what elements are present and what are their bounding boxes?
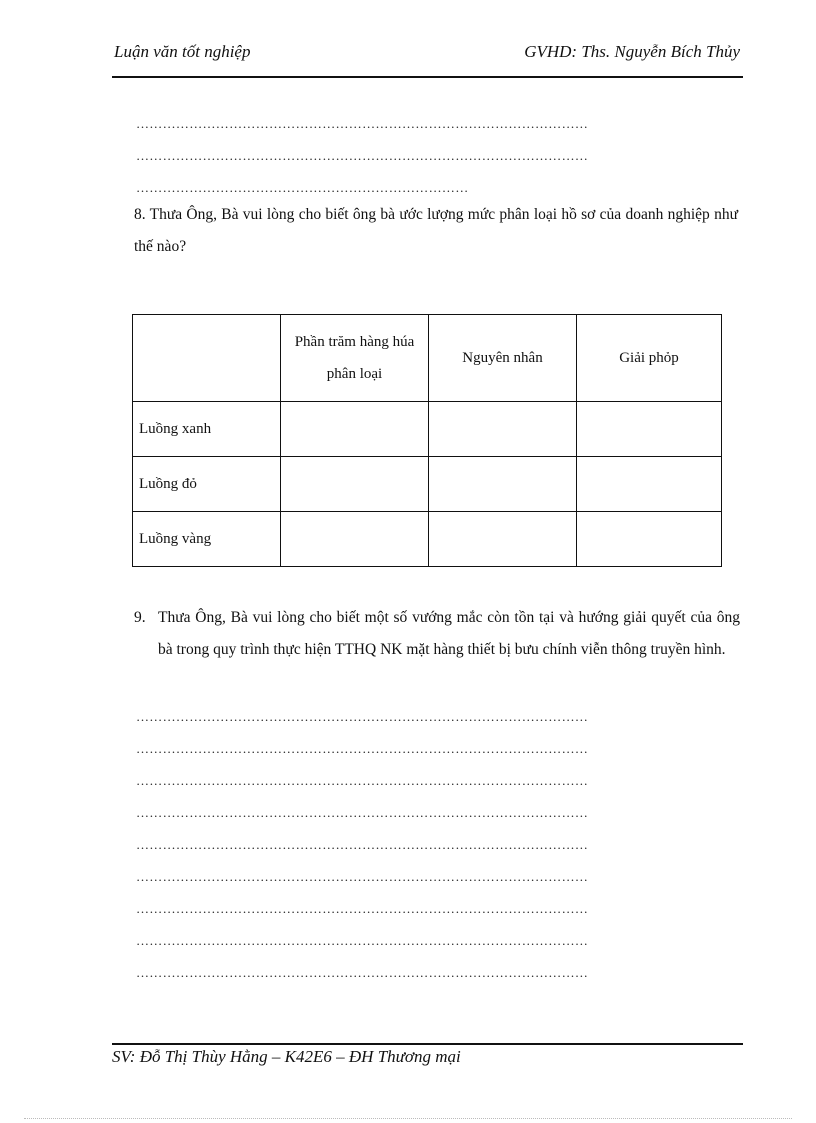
table-row (133, 402, 722, 457)
table-cell (281, 512, 429, 567)
question-8: 8. Thưa Ông, Bà vui lòng cho biết ông bà ước lượng mức phân loại hồ sơ của doanh nghiệp như thế nào? (134, 206, 738, 255)
header-supervisor: GVHD: Ths. Nguyễn Bích Thủy (524, 42, 740, 61)
answer-dotted-line: ………………………………………………………………………………………… (136, 933, 589, 948)
answer-dotted-line: ………………………………………………………………… (136, 180, 469, 195)
table-cell (577, 512, 722, 567)
classification-table (132, 314, 722, 567)
answer-dotted-line: ………………………………………………………………………………………… (136, 148, 589, 163)
answer-dotted-line: ………………………………………………………………………………………… (136, 805, 589, 820)
footer-student-info: SV: Đỗ Thị Thùy Hằng – K42E6 – ĐH Thương mại (112, 1047, 461, 1066)
answer-dotted-line: ………………………………………………………………………………………… (136, 709, 589, 724)
answer-dotted-line: ………………………………………………………………………………………… (136, 116, 589, 131)
table-header-row (133, 315, 722, 402)
table-header-cell (133, 315, 281, 402)
answer-dotted-line: ………………………………………………………………………………………… (136, 837, 589, 852)
table-row-label: Luồng xanh (133, 402, 281, 457)
table-header-cell: Nguyên nhân (429, 315, 577, 402)
table-cell (429, 457, 577, 512)
table-row (133, 457, 722, 512)
table-cell (577, 402, 722, 457)
table-header-cell: Phần trăm hàng húa phân loại (281, 315, 429, 402)
table-cell (577, 457, 722, 512)
answer-dotted-line: ………………………………………………………………………………………… (136, 869, 589, 884)
table-cell (429, 402, 577, 457)
footer-rule (112, 1043, 743, 1045)
answer-dotted-line: ………………………………………………………………………………………… (136, 741, 589, 756)
header-rule (112, 76, 743, 78)
table-row (133, 512, 722, 567)
table-cell (281, 457, 429, 512)
question-9: Thưa Ông, Bà vui lòng cho biết một số vướng mắc còn tồn tại và hướng giải quyết của ông bà trong quy trình thực hiện TTHQ NK mặt hàng thiết bị bưu chính viễn thông truyền hình. (158, 609, 740, 658)
table-row-label: Luồng vàng (133, 512, 281, 567)
answer-dotted-line: ………………………………………………………………………………………… (136, 901, 589, 916)
table-cell (429, 512, 577, 567)
answer-dotted-line: ………………………………………………………………………………………… (136, 773, 589, 788)
answer-dotted-line: ………………………………………………………………………………………… (136, 965, 589, 980)
header-thesis-title: Luận văn tốt nghiệp (114, 42, 251, 61)
table-header-cell: Giải phỏp (577, 315, 722, 402)
question-9-number: 9. (134, 609, 146, 626)
page-edge-divider (24, 1118, 792, 1119)
table-row-label: Luồng đỏ (133, 457, 281, 512)
table-cell (281, 402, 429, 457)
